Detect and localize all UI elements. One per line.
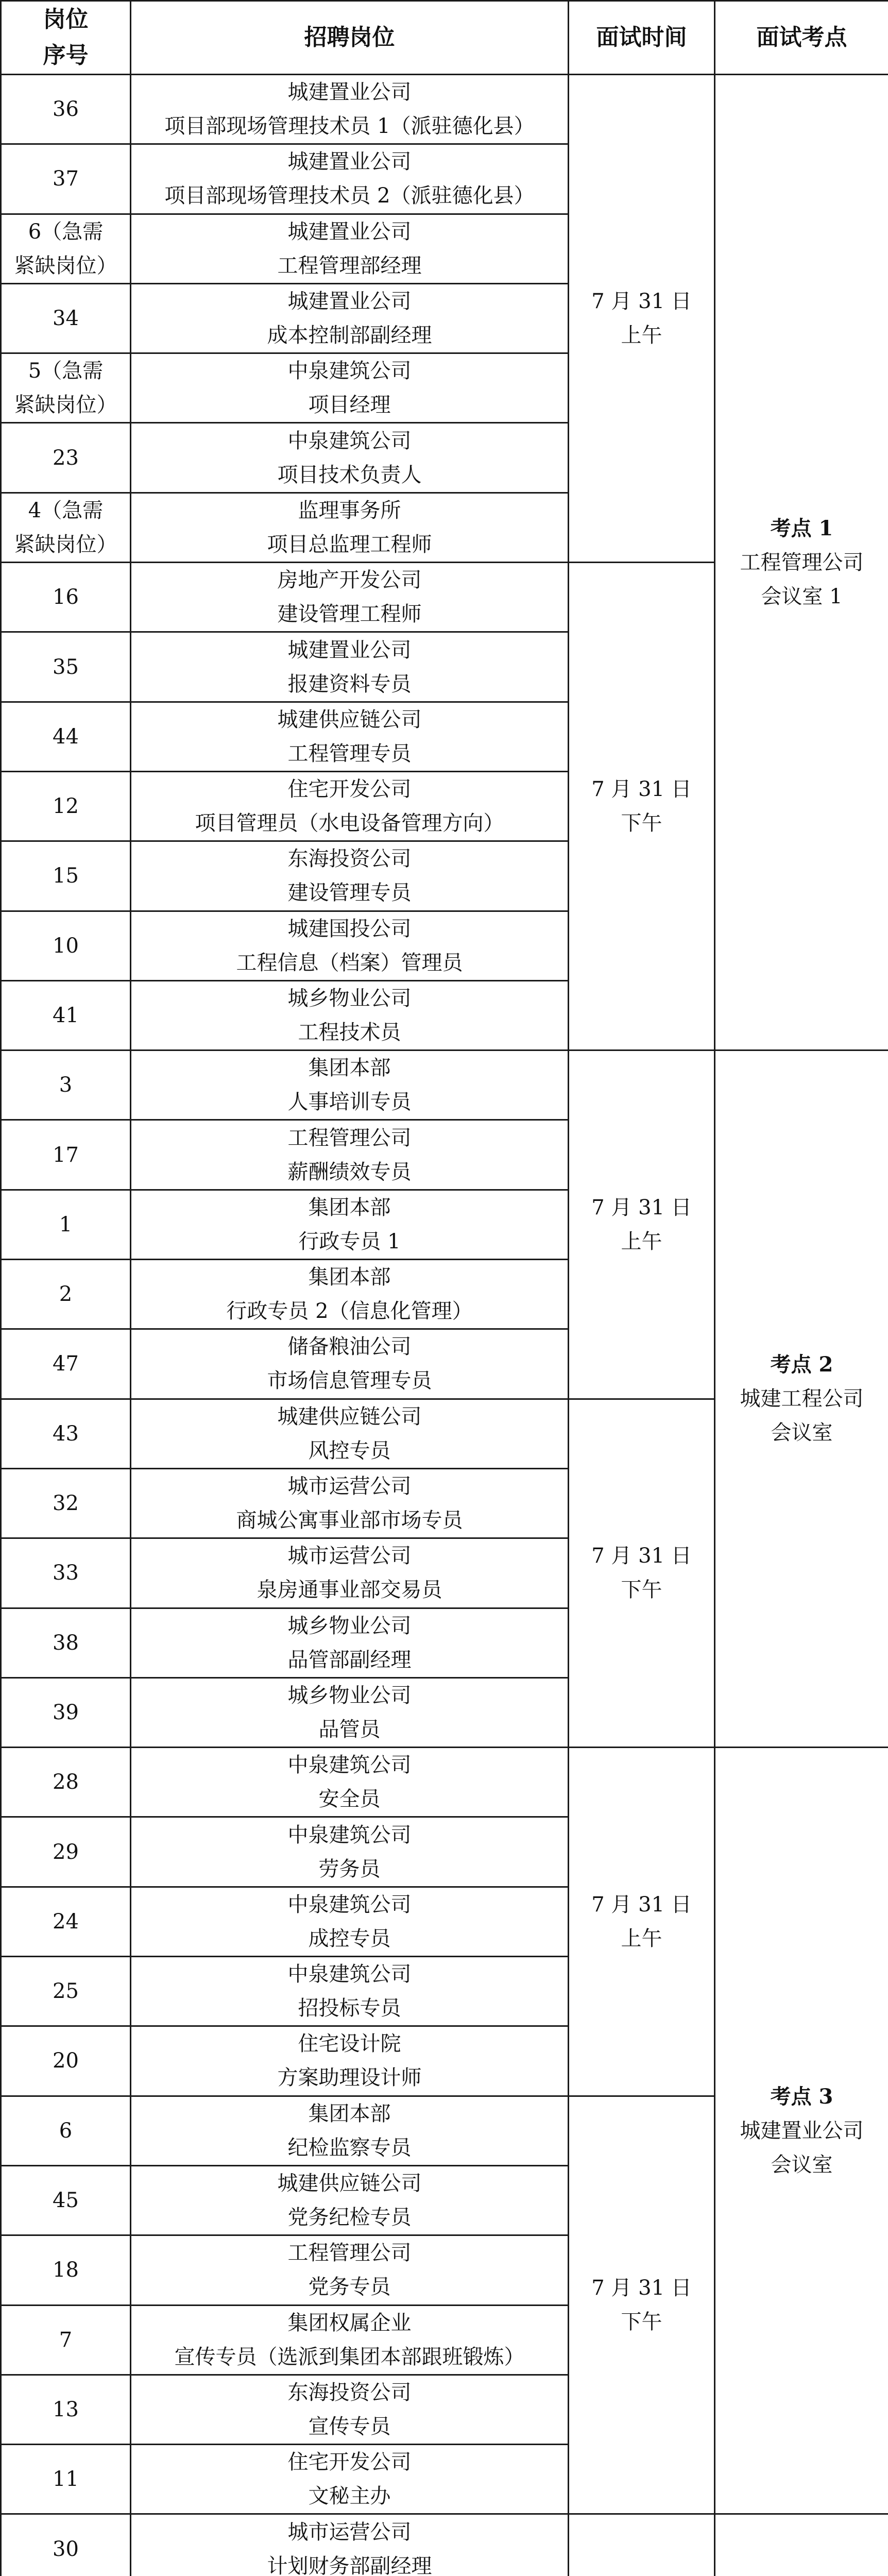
- table-row: [1, 75, 888, 144]
- position-number-cell: 32: [1, 1468, 131, 1538]
- interview-venue-cell: 考点 3 城建置业公司 会议室: [715, 1748, 888, 2514]
- position-name-cell: 城建供应链公司 工程管理专员: [131, 702, 569, 771]
- position-number-cell: 1: [1, 1190, 131, 1259]
- position-number-cell: 2: [1, 1260, 131, 1329]
- position-number-cell: 6: [1, 2096, 131, 2165]
- position-name-cell: 监理事务所 项目总监理工程师: [131, 493, 569, 562]
- position-number-cell: 25: [1, 1957, 131, 2026]
- interview-time-cell: 7 月 31 日 上午: [569, 75, 715, 563]
- position-number-cell: 35: [1, 632, 131, 702]
- interview-venue-cell: 考点 2 城建工程公司 会议室: [715, 1050, 888, 1748]
- position-number-cell: 15: [1, 841, 131, 911]
- position-name-cell: 集团本部 人事培训专员: [131, 1050, 569, 1120]
- position-number-cell: 16: [1, 563, 131, 632]
- position-name-cell: 工程管理公司 薪酬绩效专员: [131, 1120, 569, 1190]
- position-number-cell: 34: [1, 283, 131, 353]
- position-name-cell: 集团本部 行政专员 1: [131, 1190, 569, 1259]
- position-name-cell: 城建供应链公司 党务纪检专员: [131, 2165, 569, 2235]
- position-number-cell: 4（急需 紧缺岗位）: [1, 493, 131, 562]
- position-name-cell: 中泉建筑公司 成控专员: [131, 1887, 569, 1956]
- position-number-cell: 6（急需 紧缺岗位）: [1, 214, 131, 283]
- position-name-cell: 东海投资公司 宣传专员: [131, 2375, 569, 2444]
- position-name-cell: 集团本部 行政专员 2（信息化管理）: [131, 1260, 569, 1329]
- interview-time-cell: [569, 2514, 715, 2576]
- position-number-cell: 18: [1, 2235, 131, 2305]
- position-number-cell: 30: [1, 2514, 131, 2576]
- interview-time-cell: 7 月 31 日 下午: [569, 563, 715, 1050]
- position-number-cell: 38: [1, 1608, 131, 1677]
- position-number-cell: 37: [1, 144, 131, 214]
- table-row: [1, 1050, 888, 1120]
- position-number-cell: 43: [1, 1399, 131, 1468]
- position-number-cell: 13: [1, 2375, 131, 2444]
- position-name-cell: 房地产开发公司 建设管理工程师: [131, 563, 569, 632]
- table-row: [1, 2514, 888, 2576]
- venue-title: 考点 1: [770, 516, 833, 540]
- position-name-cell: 城建置业公司 项目部现场管理技术员 2（派驻德化县）: [131, 144, 569, 214]
- position-name-cell: 城建置业公司 报建资料专员: [131, 632, 569, 702]
- header-time: 面试时间: [569, 1, 715, 75]
- position-number-cell: 36: [1, 75, 131, 144]
- position-number-cell: 5（急需 紧缺岗位）: [1, 353, 131, 423]
- position-name-cell: 中泉建筑公司 招投标专员: [131, 1957, 569, 2026]
- position-name-cell: 城市运营公司 泉房通事业部交易员: [131, 1538, 569, 1608]
- interview-venue-cell: 考点 1 工程管理公司 会议室 1: [715, 75, 888, 1050]
- position-number-cell: 28: [1, 1748, 131, 1817]
- table-body: [1, 75, 888, 2576]
- position-name-cell: 城建供应链公司 风控专员: [131, 1399, 569, 1468]
- position-number-cell: 41: [1, 980, 131, 1050]
- position-name-cell: 城乡物业公司 品管部副经理: [131, 1608, 569, 1677]
- position-number-cell: 45: [1, 2165, 131, 2235]
- position-number-cell: 17: [1, 1120, 131, 1190]
- position-name-cell: 储备粮油公司 市场信息管理专员: [131, 1329, 569, 1399]
- position-name-cell: 集团权属企业 宣传专员（选派到集团本部跟班锻炼）: [131, 2305, 569, 2375]
- position-number-cell: 7: [1, 2305, 131, 2375]
- position-number-cell: 44: [1, 702, 131, 771]
- position-name-cell: 住宅设计院 方案助理设计师: [131, 2026, 569, 2096]
- interview-time-cell: 7 月 31 日 上午: [569, 1050, 715, 1399]
- interview-venue-cell: [715, 2514, 888, 2576]
- position-number-cell: 3: [1, 1050, 131, 1120]
- position-number-cell: 12: [1, 771, 131, 841]
- interview-time-cell: 7 月 31 日 下午: [569, 1399, 715, 1747]
- position-name-cell: 城建置业公司 工程管理部经理: [131, 214, 569, 283]
- position-number-cell: 11: [1, 2445, 131, 2514]
- position-name-cell: 东海投资公司 建设管理专员: [131, 841, 569, 911]
- table-header-row: [1, 1, 888, 75]
- position-name-cell: 城建置业公司 项目部现场管理技术员 1（派驻德化县）: [131, 75, 569, 144]
- table-row: [1, 1748, 888, 1817]
- interview-time-cell: 7 月 31 日 下午: [569, 2096, 715, 2514]
- position-number-cell: 20: [1, 2026, 131, 2096]
- header-position: 招聘岗位: [131, 1, 569, 75]
- position-name-cell: 城市运营公司 计划财务部副经理: [131, 2514, 569, 2576]
- position-name-cell: 城建国投公司 工程信息（档案）管理员: [131, 911, 569, 980]
- position-name-cell: 中泉建筑公司 安全员: [131, 1748, 569, 1817]
- venue-title: 考点 3: [770, 2084, 833, 2109]
- position-number-cell: 29: [1, 1817, 131, 1887]
- position-name-cell: 城市运营公司 商城公寓事业部市场专员: [131, 1468, 569, 1538]
- position-number-cell: 23: [1, 423, 131, 493]
- position-name-cell: 城乡物业公司 品管员: [131, 1677, 569, 1747]
- position-name-cell: 中泉建筑公司 劳务员: [131, 1817, 569, 1887]
- position-name-cell: 城建置业公司 成本控制部副经理: [131, 283, 569, 353]
- position-number-cell: 47: [1, 1329, 131, 1399]
- position-name-cell: 住宅开发公司 文秘主办: [131, 2445, 569, 2514]
- header-seq: 岗位 序号: [1, 1, 131, 75]
- header-venue: 面试考点: [715, 1, 888, 75]
- interview-time-cell: 7 月 31 日 上午: [569, 1748, 715, 2096]
- position-name-cell: 中泉建筑公司 项目技术负责人: [131, 423, 569, 493]
- position-name-cell: 城乡物业公司 工程技术员: [131, 980, 569, 1050]
- position-number-cell: 24: [1, 1887, 131, 1956]
- position-number-cell: 33: [1, 1538, 131, 1608]
- position-number-cell: 10: [1, 911, 131, 980]
- position-name-cell: 集团本部 纪检监察专员: [131, 2096, 569, 2165]
- venue-title: 考点 2: [770, 1352, 833, 1377]
- position-number-cell: 39: [1, 1677, 131, 1747]
- position-name-cell: 中泉建筑公司 项目经理: [131, 353, 569, 423]
- position-name-cell: 工程管理公司 党务专员: [131, 2235, 569, 2305]
- position-name-cell: 住宅开发公司 项目管理员（水电设备管理方向）: [131, 771, 569, 841]
